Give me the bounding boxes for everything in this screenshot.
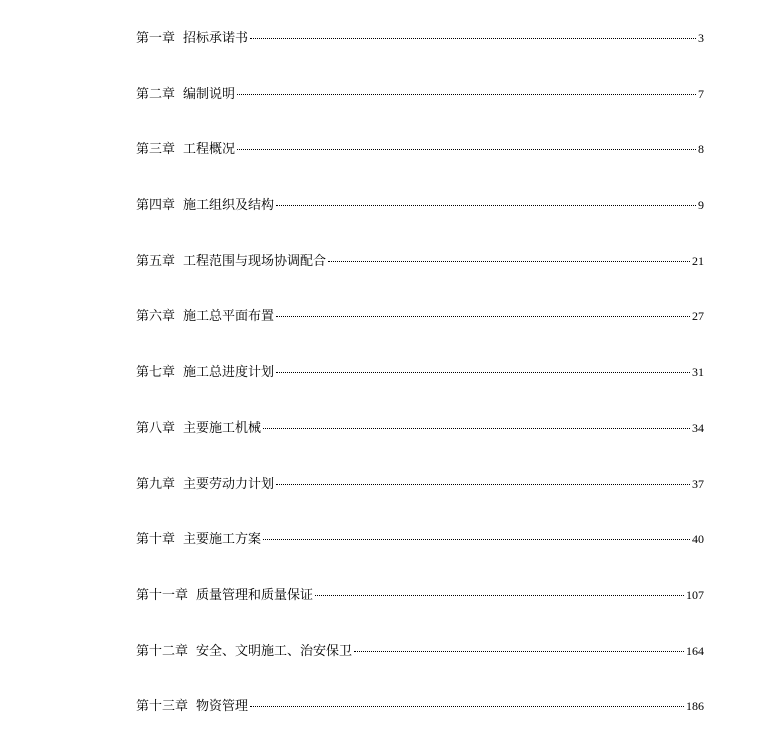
toc-chapter-title: 工程概况 [183, 142, 236, 158]
toc-entry[interactable] [136, 637, 704, 693]
toc-page-number: 164 [686, 643, 704, 658]
toc-dot-leader [276, 316, 690, 317]
toc-dot-leader [315, 595, 684, 596]
toc-chapter-number: 第二章 [136, 86, 176, 102]
toc-page-number: 7 [698, 86, 704, 101]
toc-chapter-title: 安全、文明施工、治安保卫 [196, 643, 353, 659]
toc-dot-leader [250, 38, 696, 39]
toc-dot-leader [328, 261, 690, 262]
toc-dot-leader [237, 94, 696, 95]
toc-chapter-number: 第九章 [136, 476, 176, 492]
toc-chapter-number: 第十章 [136, 532, 176, 548]
toc-entry[interactable] [136, 302, 704, 358]
toc-chapter-number: 第十一章 [136, 587, 189, 603]
toc-chapter-title: 主要劳动力计划 [183, 476, 275, 492]
toc-page-number: 8 [698, 142, 704, 157]
toc-dot-leader [237, 149, 696, 150]
toc-page-number: 31 [692, 365, 704, 380]
toc-page-number: 107 [686, 587, 704, 602]
toc-entry[interactable] [136, 470, 704, 526]
toc-chapter-number: 第八章 [136, 420, 176, 436]
toc-page-number: 9 [698, 198, 704, 213]
toc-chapter-title: 主要施工机械 [183, 420, 262, 436]
toc-dot-leader [354, 651, 684, 652]
toc-entry[interactable] [136, 358, 704, 414]
toc-page-number: 27 [692, 309, 704, 324]
toc-chapter-number: 第六章 [136, 309, 176, 325]
toc-page-number: 37 [692, 476, 704, 491]
toc-chapter-number: 第三章 [136, 142, 176, 158]
toc-dot-leader [276, 372, 690, 373]
toc-page-number: 21 [692, 253, 704, 268]
toc-chapter-number: 第一章 [136, 31, 176, 46]
toc-entry[interactable] [136, 24, 704, 80]
toc-entry[interactable] [136, 135, 704, 191]
toc-chapter-title: 编制说明 [183, 86, 236, 102]
toc-dot-leader [276, 205, 696, 206]
toc-page-number: 34 [692, 420, 704, 435]
toc-chapter-title: 主要施工方案 [183, 532, 262, 548]
toc-dot-leader [263, 428, 690, 429]
toc-chapter-title: 工程范围与现场协调配合 [183, 253, 327, 269]
toc-entry[interactable] [136, 191, 704, 247]
toc-page-number: 40 [692, 532, 704, 547]
toc-dot-leader [276, 484, 690, 485]
toc-chapter-title: 招标承诺书 [183, 31, 249, 46]
toc-chapter-title: 施工总进度计划 [183, 365, 275, 381]
toc-entry[interactable] [136, 247, 704, 303]
toc-chapter-number: 第五章 [136, 253, 176, 269]
toc-entry[interactable] [136, 414, 704, 470]
toc-dot-leader [250, 706, 684, 707]
toc-entry[interactable] [136, 80, 704, 136]
toc-chapter-title: 施工总平面布置 [183, 309, 275, 325]
toc-chapter-title: 质量管理和质量保证 [196, 587, 314, 603]
toc-chapter-number: 第四章 [136, 198, 176, 214]
table-of-contents [136, 24, 704, 748]
toc-chapter-title: 物资管理 [196, 699, 249, 715]
toc-chapter-number: 第十二章 [136, 643, 189, 659]
toc-chapter-title: 施工组织及结构 [183, 198, 275, 214]
toc-dot-leader [263, 539, 690, 540]
toc-entry[interactable] [136, 525, 704, 581]
toc-chapter-number: 第十三章 [136, 699, 189, 715]
toc-entry[interactable] [136, 692, 704, 748]
toc-page-number: 3 [698, 31, 704, 45]
toc-entry[interactable] [136, 581, 704, 637]
toc-page-number: 186 [686, 699, 704, 714]
toc-chapter-number: 第七章 [136, 365, 176, 381]
